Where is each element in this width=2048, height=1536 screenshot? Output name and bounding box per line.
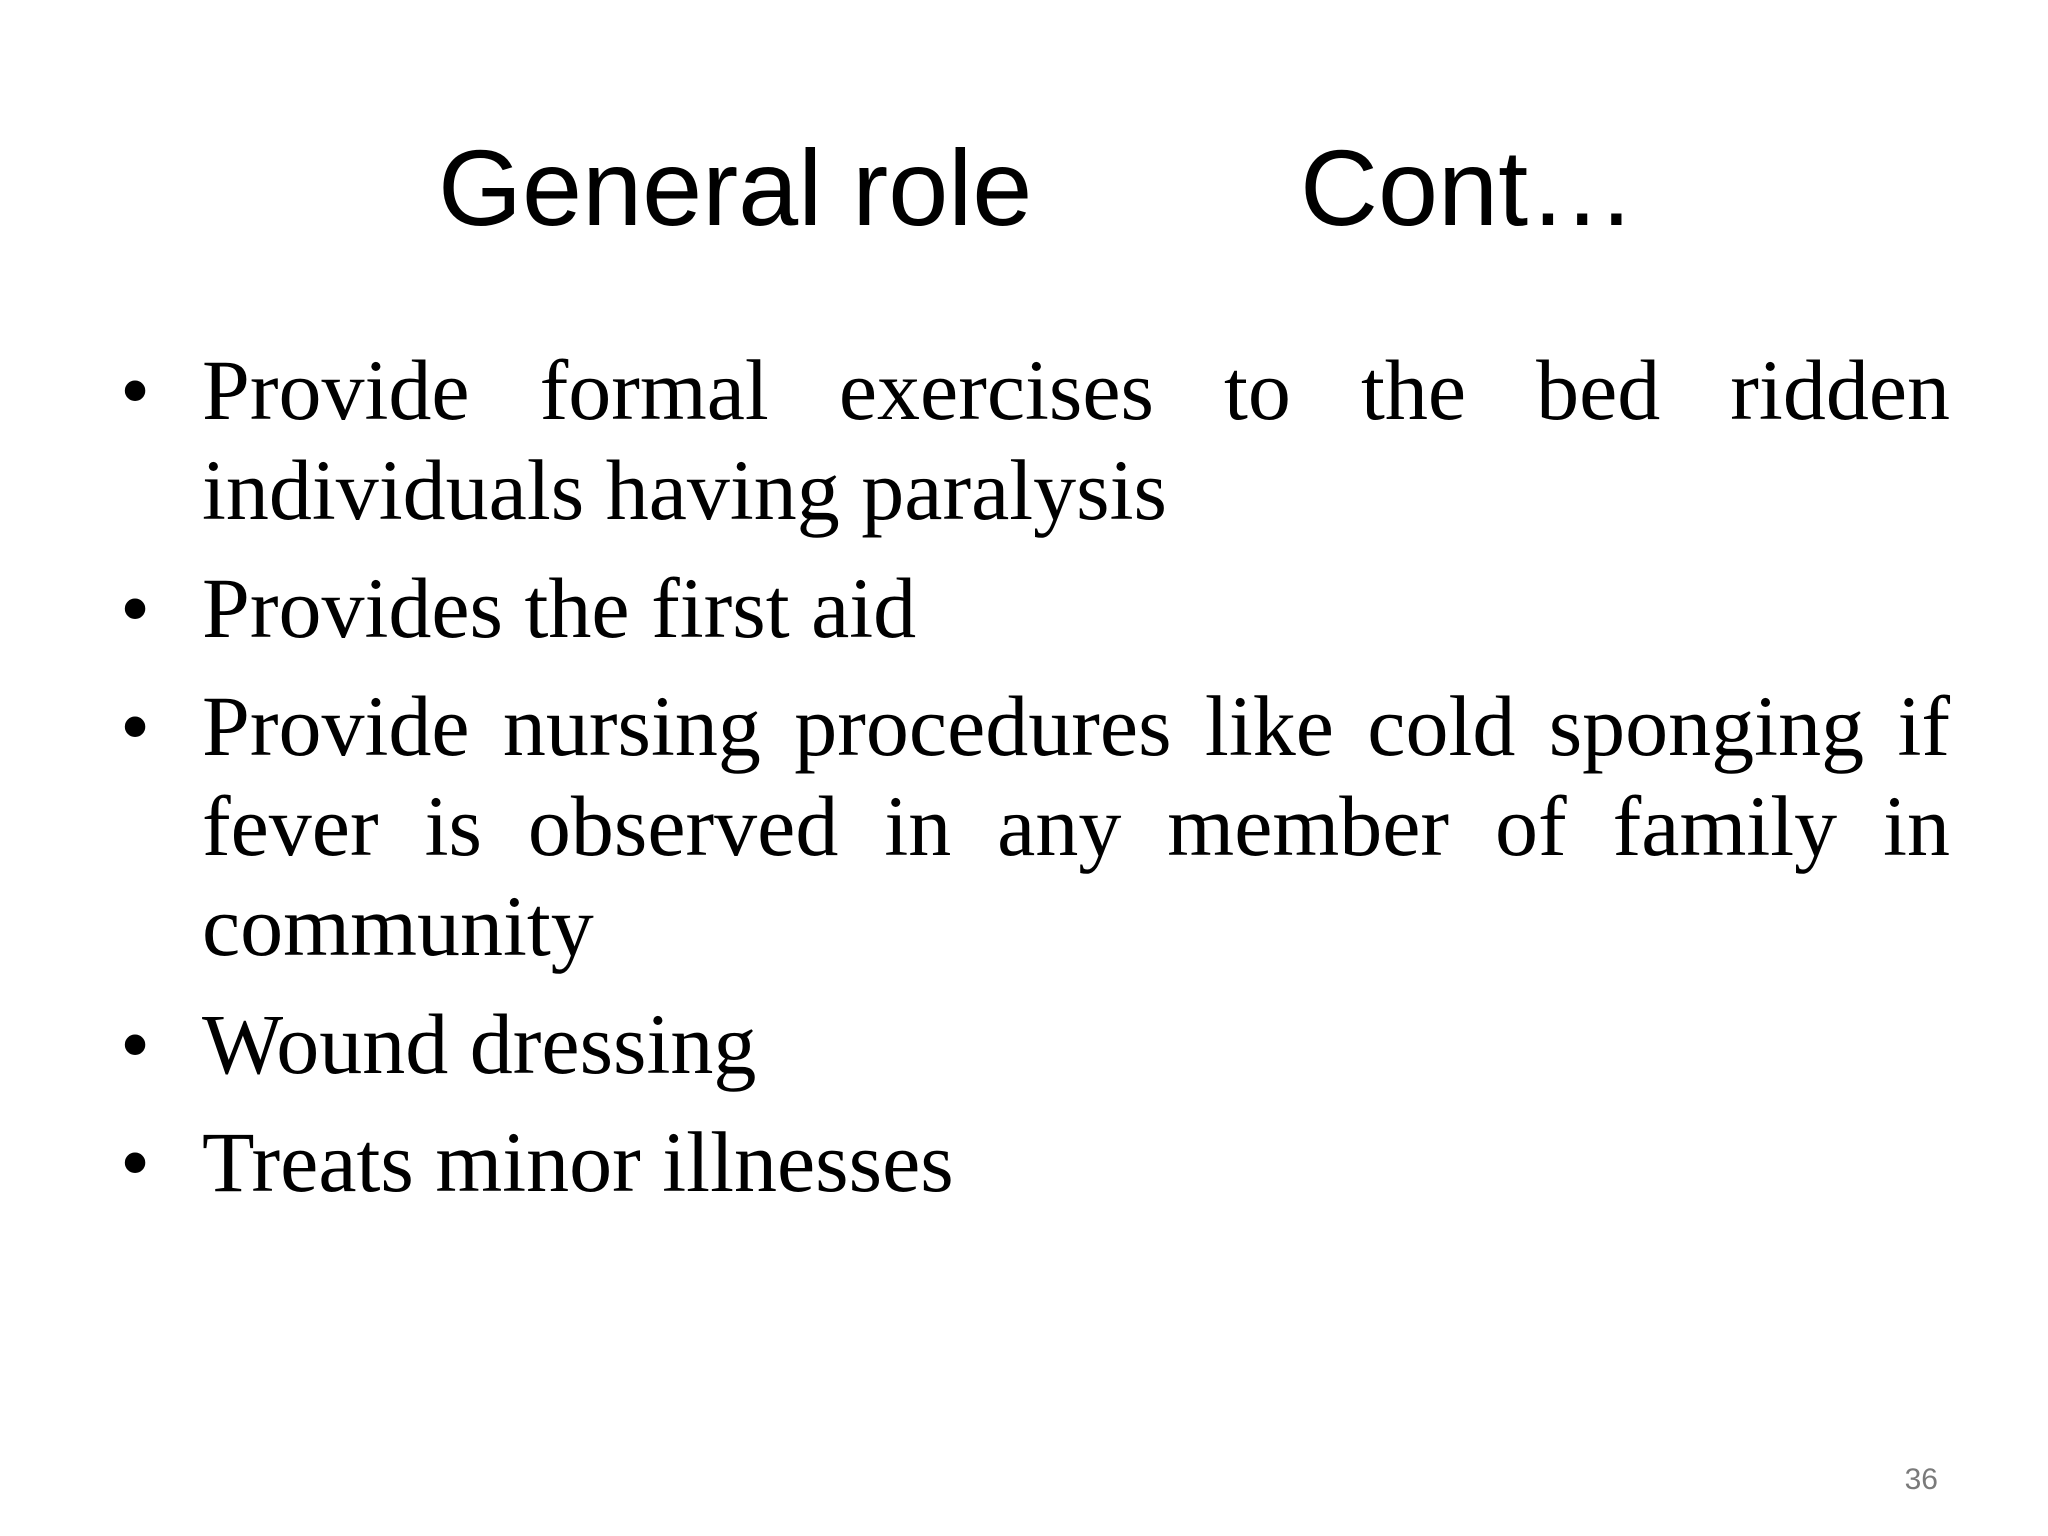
list-item-text: Provide formal exercises to the bed ridden individuals having paralysis bbox=[202, 342, 1950, 538]
page-number: 36 bbox=[1904, 1463, 1938, 1496]
list-item-text: Provide nursing procedures like cold sponging if fever is observed in any member of family in community bbox=[202, 678, 1950, 974]
bullet-icon: • bbox=[120, 1114, 151, 1210]
title-continued-text: Cont… bbox=[1300, 127, 1637, 248]
list-item bbox=[120, 558, 1950, 658]
list-item-text: Wound dressing bbox=[202, 996, 757, 1092]
slide-title bbox=[0, 118, 2048, 258]
bullet-icon: • bbox=[120, 678, 151, 774]
list-item bbox=[120, 676, 1950, 976]
list-item bbox=[120, 1112, 1950, 1212]
title-main-text: General role bbox=[438, 127, 1033, 248]
bullet-icon: • bbox=[120, 560, 151, 656]
list-item-text: Treats minor illnesses bbox=[202, 1114, 954, 1210]
list-item bbox=[120, 340, 1950, 540]
bullet-list bbox=[120, 340, 1950, 1230]
list-item bbox=[120, 994, 1950, 1094]
bullet-icon: • bbox=[120, 996, 151, 1092]
bullet-icon: • bbox=[120, 342, 151, 438]
list-item-text: Provides the first aid bbox=[202, 560, 917, 656]
